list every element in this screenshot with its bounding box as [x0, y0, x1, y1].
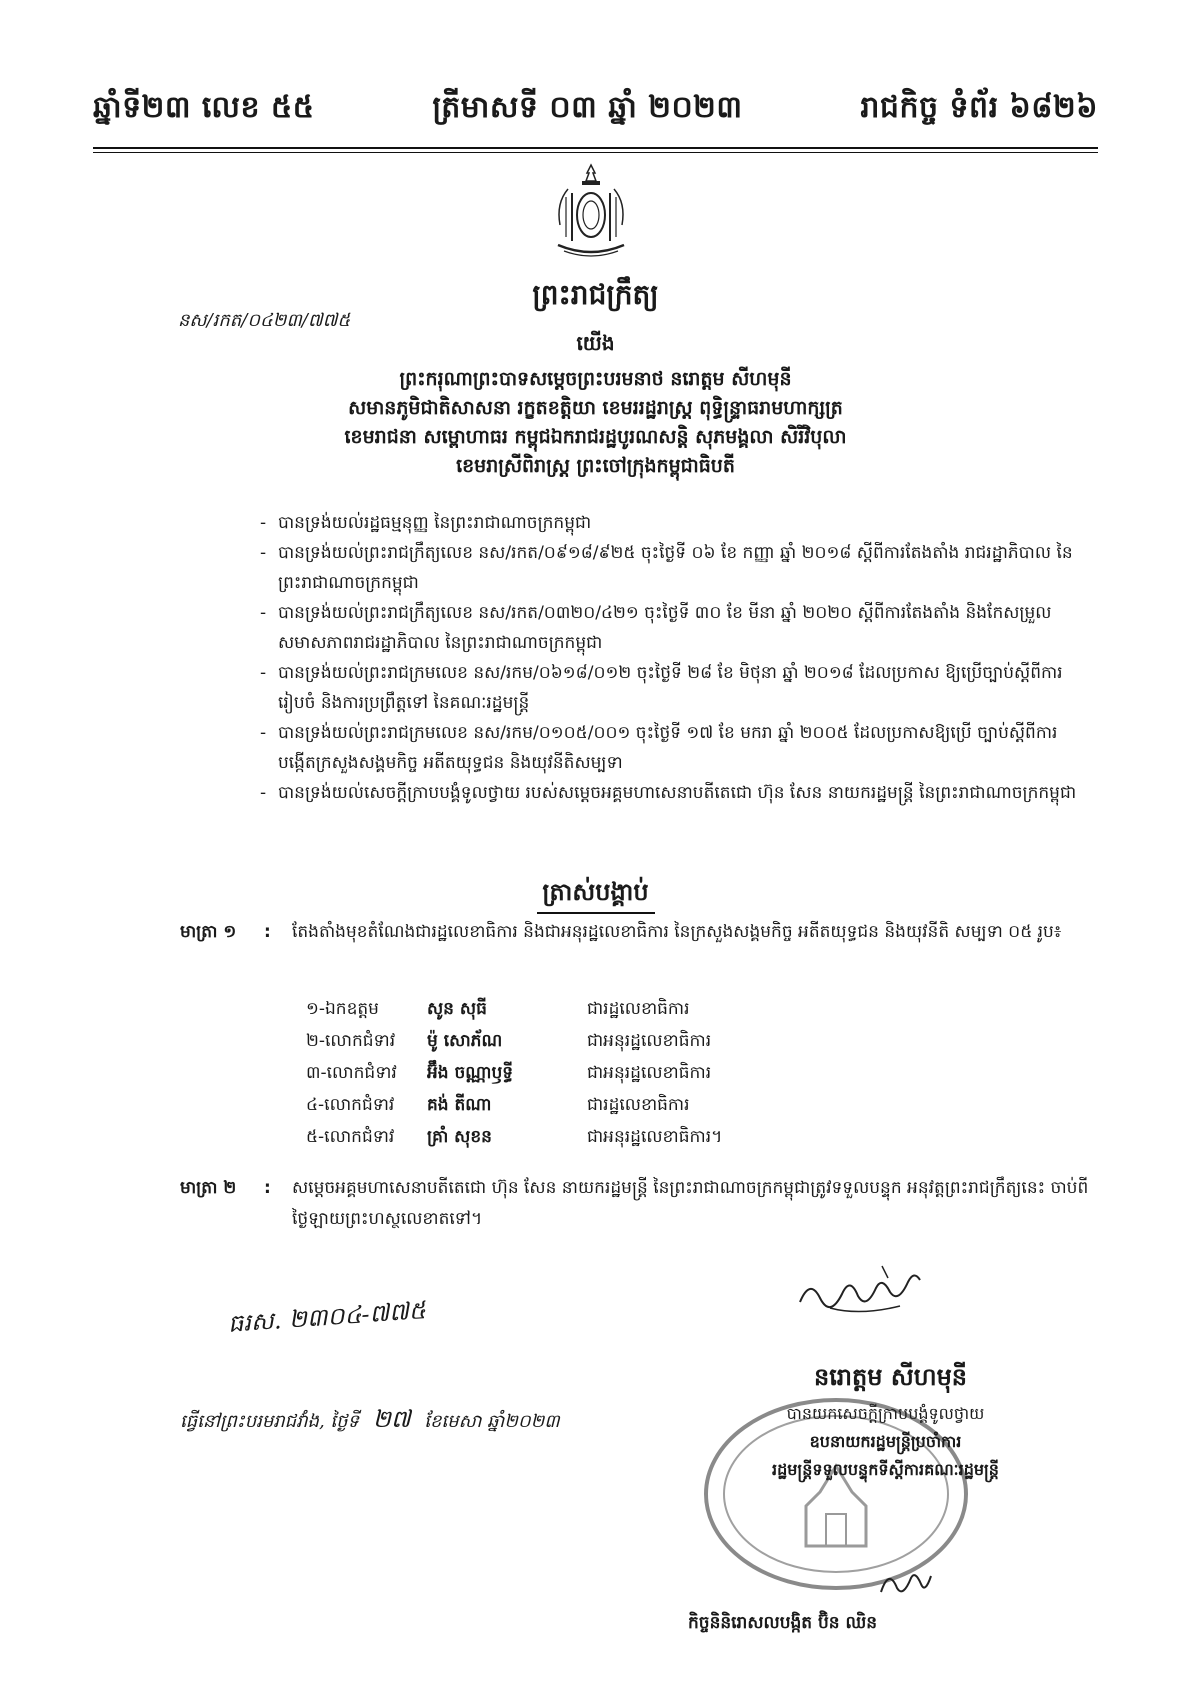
article-1 [180, 917, 1091, 948]
decree-reference-number: នស/រកត/០៤២៣/៧៧៥ [178, 310, 351, 331]
appointee-name: សូន សុធី [427, 999, 487, 1019]
list-item: - បានទ្រង់យល់ព្រះរាជក្រមលេខ នស/រកម/០៦១៨/០១២ ចុះថ្ងៃទី ២៨ ខែ មិថុនា ឆ្នាំ ២០១៨ ដែលប្រកាស ឱ្យប្រើច្បាប់ស្តីពីការរៀបចំ និងការប្រព្រឹត្តទៅ នៃគណៈរដ្ឋមន្ត្រី [260, 663, 1063, 713]
article-label: មាត្រា ១ [180, 922, 237, 942]
list-item: ២-លោកជំទាវ ម៉ូ សោភ័ណ ជាអនុរដ្ឋលេខាធិការ [306, 1025, 807, 1057]
list-item: - បានទ្រង់យល់ព្រះរាជក្រឹត្យលេខ នស/រកត/០៣២០/៤២១ ចុះថ្ងៃទី ៣០ ខែ មីនា ឆ្នាំ ២០២០ ស្តីពីការតែងតាំង និងកែសម្រួលសមាសភាពរាជរដ្ឋាភិបាល នៃព្រះរាជាណាចក្រកម្ពុជា [260, 603, 1052, 653]
gazette-header [93, 88, 1098, 132]
king-name: នរោត្តម សីហមុនី [813, 1363, 968, 1391]
order-heading: ត្រាស់បង្គាប់ [542, 878, 649, 906]
gazette-year-issue: ឆ្នាំទី២៣ លេខ ៥៥ [93, 90, 315, 125]
gazette-page: រាជកិច្ច ទំព័រ ៦៨២៦ [860, 90, 1098, 125]
royal-emblem-icon [552, 163, 630, 263]
list-item: - បានទ្រង់យល់សេចក្តីក្រាបបង្គំទូលថ្វាយ របស់សម្តេចអគ្គមហាសេនាបតីតេជោ ហ៊ុន សែន នាយករដ្ឋមន្ត្រី នៃព្រះរាជាណាចក្រកម្ពុជា [260, 783, 1077, 803]
article-text: តែងតាំងមុខតំណែងជារដ្ឋលេខាធិការ និងជាអនុរដ្ឋលេខាធិការ នៃក្រសួងសង្គមកិច្ច អតីតយុទ្ធជន និងយុវនីតិ សម្បទា ០៥ រូប៖ [292, 922, 1062, 942]
royal-title-line: ខេមរាស្រីពិរាស្ត្រ ព្រះចៅក្រុងកម្ពុជាធិបតី [456, 455, 735, 477]
appointee-name: ម៉ូ សោភ័ណ [427, 1031, 503, 1051]
appointee-name: គ្រាំ សុខន [427, 1127, 492, 1147]
order-heading-underline [537, 912, 655, 914]
handwritten-reference: ធរស. ២៣០៤-៧៧៥ [227, 1296, 427, 1338]
decree-we: យើង [576, 331, 615, 355]
countersignature-icon [875, 1562, 935, 1602]
royal-titles [200, 365, 991, 481]
article-label: មាត្រា ២ [180, 1178, 237, 1198]
countersignature-block: បានយកសេចក្តីក្រាបបង្គំទូលថ្វាយ ឧបនាយករដ្ឋមន្ត្រីប្រចាំការ រដ្ឋមន្ត្រីទទួលបន្ទុកទីស្តីការគណៈរដ្ឋមន្ត្រី [772, 1404, 999, 1479]
header-rule [93, 147, 1098, 149]
royal-title-line: ខេមរាជនា សម្ពោហាធរ កម្ពុជឯករាជរដ្ឋបូរណសន្តិ សុភមង្គលា សិរីវិបុលា [344, 426, 847, 448]
signing-day: ២៧ [372, 1405, 411, 1433]
decree-title: ព្រះរាជក្រឹត្យ [532, 278, 659, 311]
appointees-list [306, 993, 807, 1153]
royal-title-line: សមានភូមិជាតិសាសនា រក្ខតខត្តិយា ខេមររដ្ឋរាស្ត្រ ពុទ្ធិន្ទ្រាធរាមហាក្សត្រ [348, 397, 843, 419]
certifier-line: កិច្ចនិនិរោសលបង្កិត ប៊ិន ឈិន [688, 1613, 878, 1633]
list-item: - បានទ្រង់យល់រដ្ឋធម្មនុញ្ញ នៃព្រះរាជាណាចក្រកម្ពុជា [260, 513, 592, 533]
royal-title-line: ព្រះករុណាព្រះបាទសម្តេចព្រះបរមនាថ នរោត្តម សីហមុនី [399, 368, 792, 390]
gazette-quarter: ត្រីមាសទី ០៣ ឆ្នាំ ២០២៣ [432, 90, 743, 125]
list-item: ១-ឯកឧត្តម សូន សុធី ជារដ្ឋលេខាធិការ [306, 993, 807, 1025]
article-colon: : [264, 922, 271, 942]
appointee-name: គង់ តីណា [427, 1095, 492, 1115]
place-and-date: ធ្វើនៅព្រះបរមរាជវាំង, ថ្ងៃទី ២៧ ខែមេសា ឆ្នាំ២០២៣ [180, 1405, 560, 1433]
list-item: ៥-លោកជំទាវ គ្រាំ សុខន ជាអនុរដ្ឋលេខាធិការ។ [306, 1121, 807, 1153]
article-2 [180, 1173, 1091, 1235]
royal-signature-icon [790, 1258, 930, 1322]
list-item: ៤-លោកជំទាវ គង់ តីណា ជារដ្ឋលេខាធិការ [306, 1089, 807, 1121]
list-item: - បានទ្រង់យល់ព្រះរាជក្រមលេខ នស/រកម/០១០៥/០០១ ចុះថ្ងៃទី ១៧ ខែ មករា ឆ្នាំ ២០០៥ ដែលប្រកាសឱ្យប្រើ ច្បាប់ស្តីពីការបង្កើតក្រសួងសង្គមកិច្ច អតីតយុទ្ធជន និងយុវនីតិសម្បទា [260, 723, 1058, 773]
appointee-name: អ៊ឹង ចណ្ណាឫទ្ធី [427, 1063, 514, 1083]
article-text: សម្តេចអគ្គមហាសេនាបតីតេជោ ហ៊ុន សែន នាយករដ្ឋមន្ត្រី នៃព្រះរាជាណាចក្រកម្ពុជាត្រូវទទួលបន្ទុក អនុវត្តព្រះរាជក្រឹត្យនេះ ចាប់ពីថ្ងៃឡាយព្រះហស្ថលេខាតទៅ។ [292, 1178, 1089, 1229]
article-colon: : [264, 1178, 271, 1198]
list-item: ៣-លោកជំទាវ អ៊ឹង ចណ្ណាឫទ្ធី ជាអនុរដ្ឋលេខាធិការ [306, 1057, 807, 1089]
considerations-list [260, 508, 1081, 808]
header-rule-thin [93, 152, 1098, 153]
list-item: - បានទ្រង់យល់ព្រះរាជក្រឹត្យលេខ នស/រកត/០៩១៨/៩២៥ ចុះថ្ងៃទី ០៦ ខែ កញ្ញា ឆ្នាំ ២០១៨ ស្តីពីការតែងតាំង រាជរដ្ឋាភិបាល នៃព្រះរាជាណាចក្រកម្ពុជា [260, 543, 1073, 593]
